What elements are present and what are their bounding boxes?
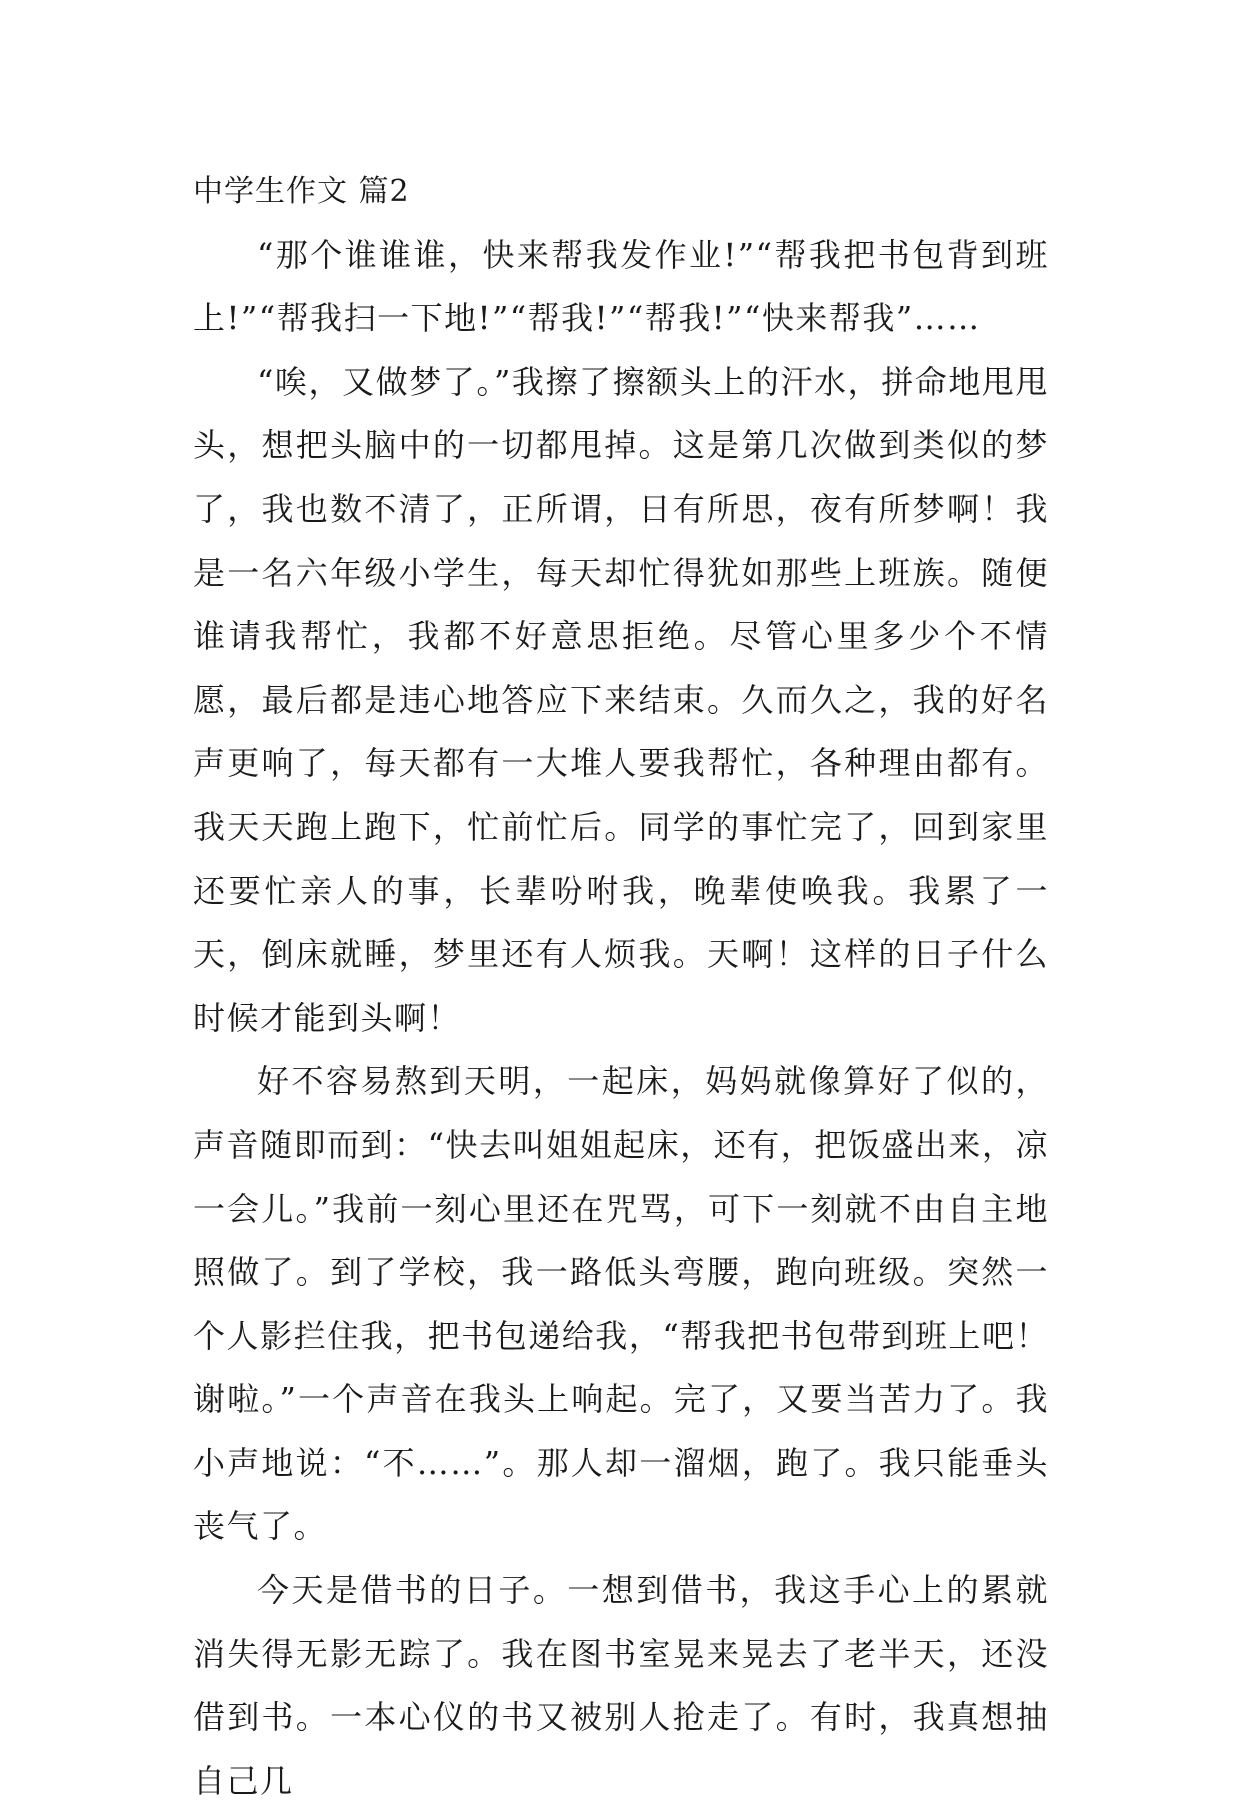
- paragraph-4: 今天是借书的日子。一想到借书，我这手心上的累就消失得无影无踪了。我在图书室晃来晃去了老半天，还没借到书。一本心仪的书又被别人抢走了。有时，我真想抽自己几: [193, 1571, 1049, 1800]
- paragraph-1: “那个谁谁谁，快来帮我发作业!”“帮我把书包背到班上!”“帮我扫一下地!”“帮我!”“帮我!”“快来帮我”……: [193, 235, 1049, 338]
- document-body: [193, 160, 1049, 1813]
- document-title: 中学生作文 篇2: [193, 174, 410, 209]
- paragraph-3: 好不容易熬到天明，一起床，妈妈就像算好了似的，声音随即而到：“快去叫姐姐起床，还有，把饭盛出来，凉一会儿。”我前一刻心里还在咒骂，可下一刻就不由自主地照做了。到了学校，我一路低头弯腰，跑向班级。突然一个人影拦住我，把书包递给我，“帮我把书包带到班上吧！谢啦。”一个声音在我头上响起。完了，又要当苦力了。我小声地说：“不……”。那人却一溜烟，跑了。我只能垂头丧气了。: [193, 1062, 1049, 1546]
- paragraph-2: “唉，又做梦了。”我擦了擦额头上的汗水，拼命地甩甩头，想把头脑中的一切都甩掉。这是第几次做到类似的梦了，我也数不清了，正所谓，日有所思，夜有所梦啊！我是一名六年级小学生，每天却忙得犹如那些上班族。随便谁请我帮忙，我都不好意思拒绝。尽管心里多少个不情愿，最后都是违心地答应下来结束。久而久之，我的好名声更响了，每天都有一大堆人要我帮忙，各种理由都有。我天天跑上跑下，忙前忙后。同学的事忙完了，回到家里还要忙亲人的事，长辈吩咐我，晚辈使唤我。我累了一天，倒床就睡，梦里还有人烦我。天啊！这样的日子什么时候才能到头啊！: [193, 362, 1049, 1037]
